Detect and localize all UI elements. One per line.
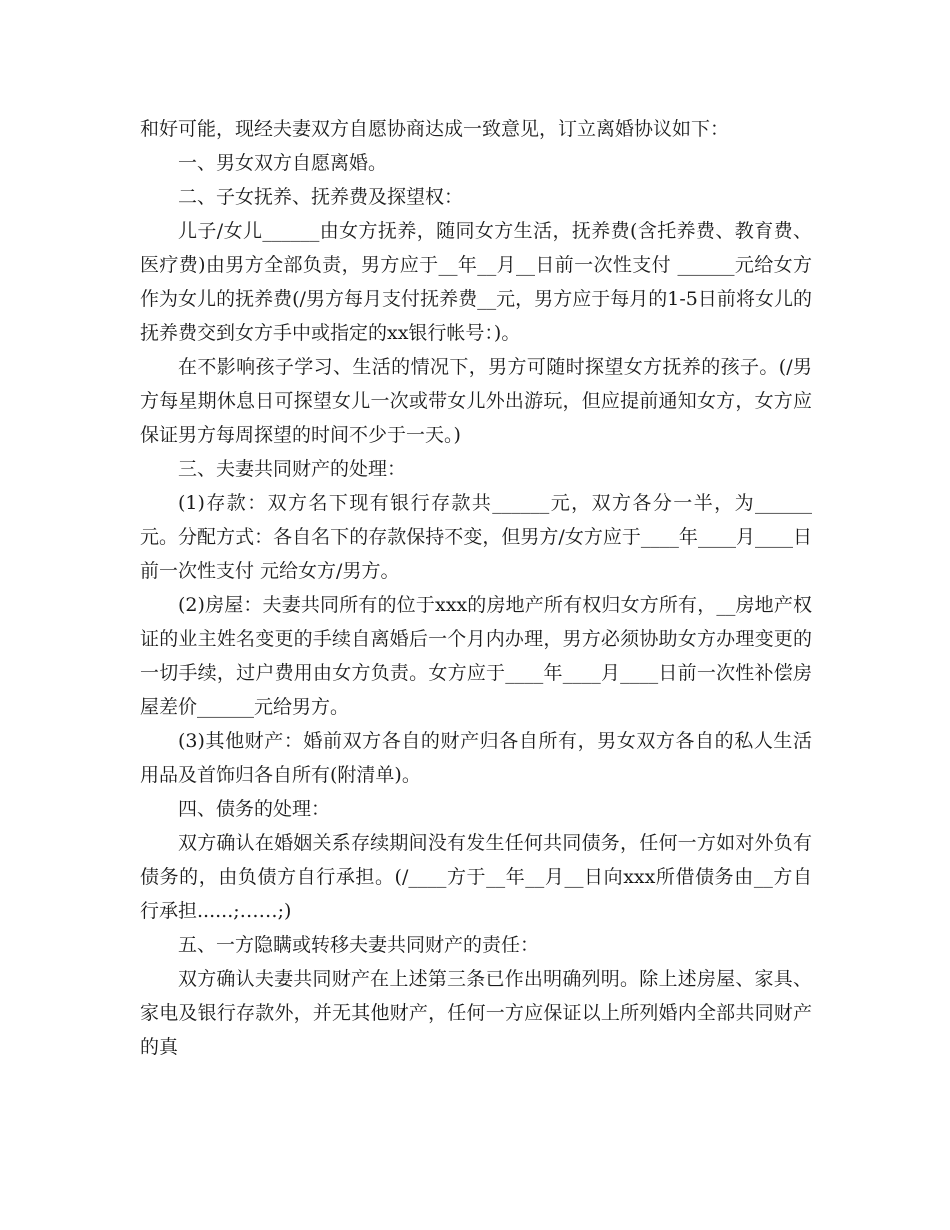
paragraph-deposits: (1)存款：双方名下现有银行存款共______元，双方各分一半，为______元。分配方式：各自名下的存款保持不变，但男方/女方应于____年____月____日前一次性支付 元给女方/男方。	[140, 492, 812, 582]
paragraph-house: (2)房屋：夫妻共同所有的位于xxx的房地产所有权归女方所有，__房地产权证的业主姓名变更的手续自离婚后一个月内办理，男方必须协助女方办理变更的一切手续，过户费用由女方负责。女方应于____年____月____日前一次性补偿房屋差价______元给男方。	[140, 594, 812, 718]
paragraph-intro: 和好可能，现经夫妻双方自愿协商达成一致意见，订立离婚协议如下：	[140, 118, 730, 140]
heading-clause-2: 二、子女抚养、抚养费及探望权：	[178, 186, 464, 208]
paragraph-child-support: 儿子/女儿______由女方抚养，随同女方生活，抚养费(含托养费、教育费、医疗费)由男方全部负责，男方应于__年__月__日前一次性支付 ______元给女方作为女儿的抚养费(/男方每月支付抚养费__元，男方应于每月的1-5日前将女儿的抚养费交到女方手中或指定的xx银行帐号：)。	[140, 220, 812, 344]
heading-clause-1: 一、男女双方自愿离婚。	[178, 152, 388, 174]
paragraph-other-property: (3)其他财产：婚前双方各自的财产归各自所有，男女双方各自的私人生活用品及首饰归各自所有(附清单)。	[140, 730, 812, 786]
paragraph-concealment: 双方确认夫妻共同财产在上述第三条已作出明确列明。除上述房屋、家具、家电及银行存款外，并无其他财产，任何一方应保证以上所列婚内全部共同财产的真	[140, 968, 812, 1058]
document-body	[140, 112, 812, 1064]
paragraph-visitation: 在不影响孩子学习、生活的情况下，男方可随时探望女方抚养的孩子。(/男方每星期休息日可探望女儿一次或带女儿外出游玩，但应提前通知女方，女方应保证男方每周探望的时间不少于一天。)	[140, 356, 812, 446]
heading-clause-3: 三、夫妻共同财产的处理：	[178, 458, 407, 480]
paragraph-debts: 双方确认在婚姻关系存续期间没有发生任何共同债务，任何一方如对外负有债务的，由负债方自行承担。(/____方于__年__月__日向xxx所借债务由__方自行承担......;……;)	[140, 832, 812, 922]
heading-clause-4: 四、债务的处理：	[178, 798, 331, 820]
heading-clause-5: 五、一方隐瞒或转移夫妻共同财产的责任：	[178, 934, 540, 956]
